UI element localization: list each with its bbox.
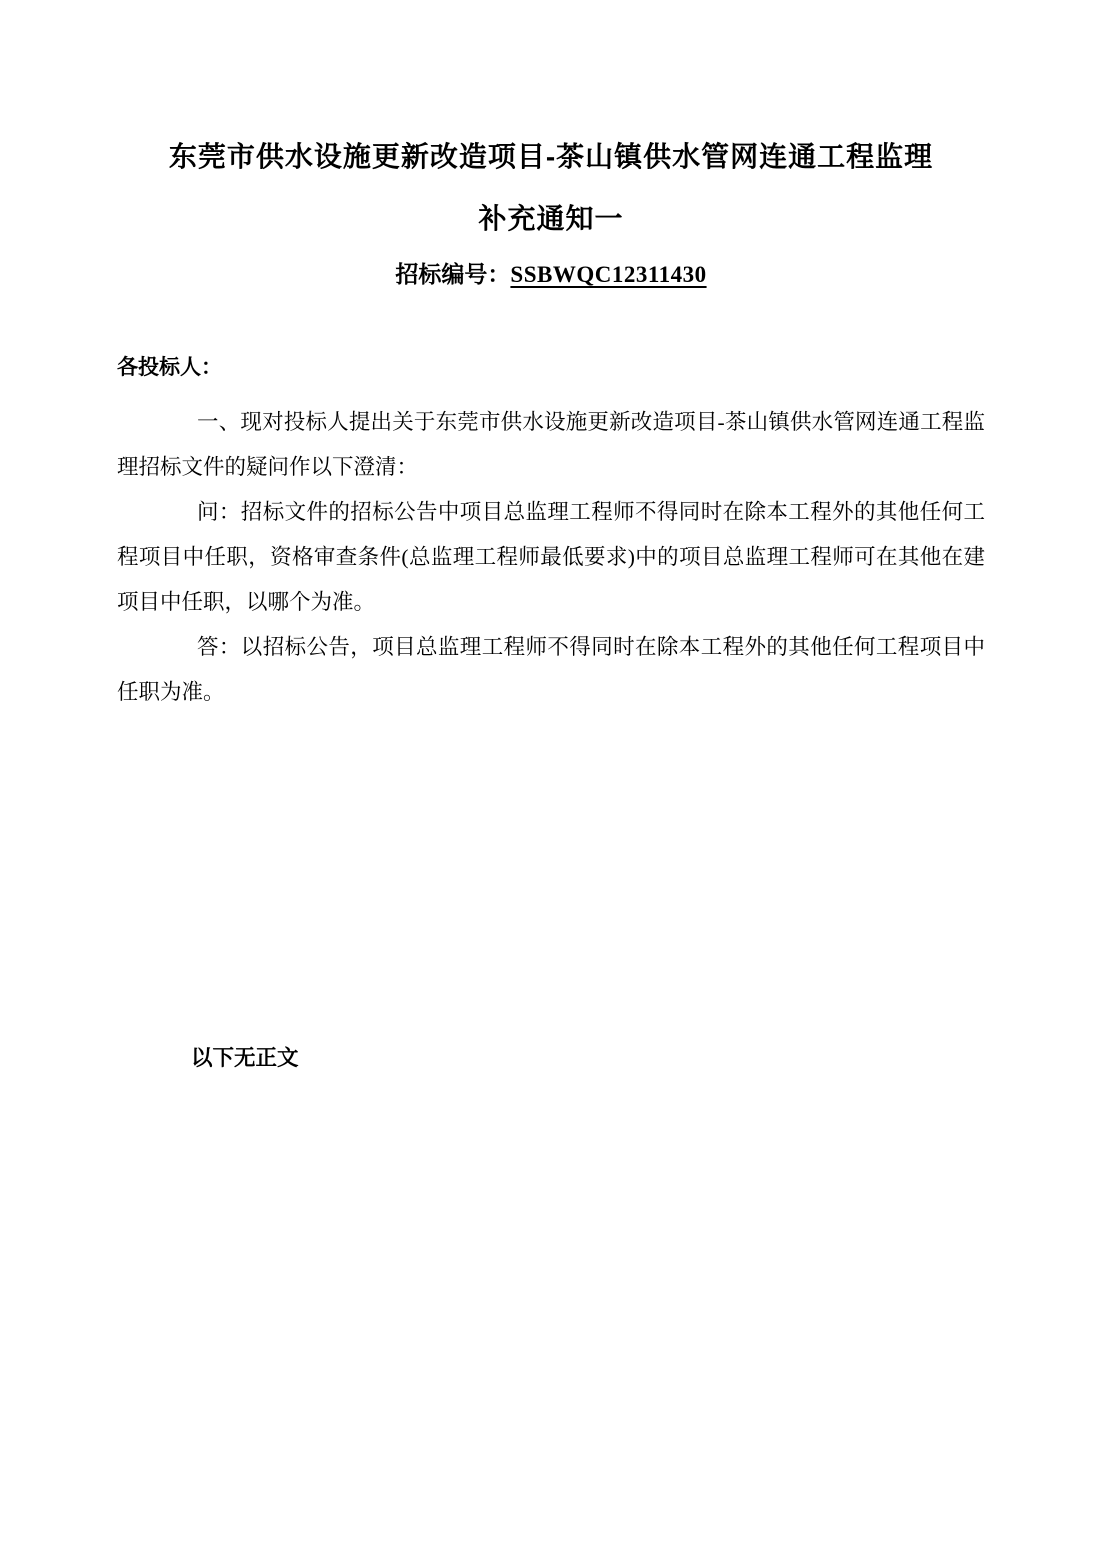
question-paragraph: 问：招标文件的招标公告中项目总监理工程师不得同时在除本工程外的其他任何工程项目中任职，资格审查条件(总监理工程师最低要求)中的项目总监理工程师可在其他在建项目中任职，以哪个为准。: [117, 500, 985, 614]
tender-number-label: 招标编号：: [395, 261, 511, 287]
tender-number-line: [117, 258, 985, 291]
tender-number-value: SSBWQC12311430: [510, 262, 707, 287]
document-title: 东莞市供水设施更新改造项目-茶山镇供水管网连通工程监理: [168, 141, 934, 172]
closing-no-more-text: 以下无正文: [191, 1046, 299, 1070]
salutation: 各投标人：: [117, 356, 222, 379]
document-subtitle: 补充通知一: [478, 203, 624, 234]
document-body: [117, 345, 985, 1081]
answer-paragraph: 答：以招标公告，项目总监理工程师不得同时在除本工程外的其他任何工程项目中任职为准。: [117, 635, 985, 704]
clarification-intro-paragraph: 一、现对投标人提出关于东莞市供水设施更新改造项目-茶山镇供水管网连通工程监理招标文件的疑问作以下澄清：: [117, 410, 985, 479]
